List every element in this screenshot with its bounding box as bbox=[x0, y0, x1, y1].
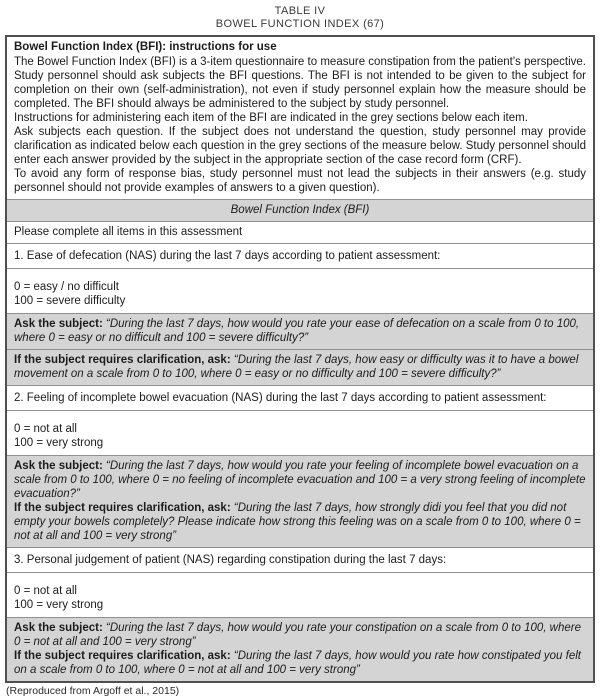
clarify-text: “During the last 7 days, how strongly didi you feel that you did not empty your bowels completely? Please indicate how strong this feeling was on a scale from 0 to 100, where 0 = not at all and 100 = very strong” bbox=[14, 502, 581, 542]
section-title-row: Bowel Function Index (BFI) bbox=[7, 199, 593, 221]
item3-anchor-low: 0 = not at all bbox=[14, 585, 77, 597]
item3-anchor-high: 100 = very strong bbox=[14, 599, 104, 611]
clarify-text: “During the last 7 days, how easy or difficulty was it to have a bowel movement on a scale from 0 to 100, where 0 = easy or no difficulty and 100 = severe difficulty?” bbox=[14, 354, 579, 380]
item2-anchors bbox=[7, 410, 593, 455]
clarify-instruction bbox=[14, 501, 586, 543]
ask-instruction bbox=[14, 621, 586, 649]
ask-label: Ask the subject: bbox=[14, 622, 103, 634]
ask-text: “During the last 7 days, how would you rate your feeling of incomplete bowel evacuation on a scale from 0 to 100, where 0 = no feeling of incomplete evacuation and 100 = a very strong feeling of incomplete evacuation?” bbox=[14, 460, 586, 500]
item1-anchor-low: 0 = easy / no difficult bbox=[14, 281, 119, 293]
item1-anchors bbox=[7, 268, 593, 313]
table-label: TABLE IV bbox=[274, 5, 326, 17]
instructions-paragraph-1: The Bowel Function Index (BFI) is a 3-item questionnaire to measure constipation from the patient's perspective. Study personnel should ask subjects the BFI questions. The BFI is not intended to be given to the subject for completion on their own (self-administration), not even if study personnel explain how the measure should be completed. The BFI should always be administered to the subject by study personnel. bbox=[14, 56, 586, 110]
clarify-text: “During the last 7 days, how would you rate how constipated you felt on a scale from 0 to 100, where 0 = not at all and 100 = very strong” bbox=[14, 650, 581, 676]
item3-anchors bbox=[7, 572, 593, 617]
item2-anchor-high: 100 = very strong bbox=[14, 437, 104, 449]
ask-instruction bbox=[14, 459, 586, 501]
instructions-cell bbox=[7, 37, 593, 199]
item2-instructions-row bbox=[7, 455, 593, 547]
item3-question: 3. Personal judgement of patient (NAS) regarding constipation during the last 7 days: bbox=[7, 547, 593, 572]
ask-instruction bbox=[14, 317, 586, 345]
ask-label: Ask the subject: bbox=[14, 460, 103, 472]
instructions-paragraph-4: To avoid any form of response bias, study personnel must not lead the subjects in their answers (e.g. study personnel should not provide examples of answers to a given question). bbox=[14, 168, 586, 194]
clarify-label: If the subject requires clarification, ask: bbox=[14, 650, 231, 662]
item2-question: 2. Feeling of incomplete bowel evacuation (NAS) during the last 7 days according to patient assessment: bbox=[7, 385, 593, 410]
item3-instructions-row bbox=[7, 617, 593, 681]
item1-question: 1. Ease of defecation (NAS) during the last 7 days according to patient assessment: bbox=[7, 243, 593, 268]
clarify-instruction bbox=[14, 649, 586, 677]
item2-anchor-low: 0 = not at all bbox=[14, 423, 77, 435]
clarify-instruction bbox=[14, 353, 586, 381]
instructions-paragraph-2: Instructions for administering each item of the BFI are indicated in the grey sections below each item. bbox=[14, 112, 528, 124]
instructions-heading: Bowel Function Index (BFI): instructions for use bbox=[14, 41, 277, 53]
ask-label: Ask the subject: bbox=[14, 318, 103, 330]
clarify-label: If the subject requires clarification, ask: bbox=[14, 354, 231, 366]
table-title: BOWEL FUNCTION INDEX (67) bbox=[215, 18, 385, 30]
ask-text: “During the last 7 days, how would you rate your ease of defecation on a scale from 0 to 100, where 0 = easy or no difficult and 100 = severe difficulty?” bbox=[14, 318, 580, 344]
item1-clarify-row bbox=[7, 349, 593, 385]
table-caption bbox=[5, 5, 595, 31]
ask-text: “During the last 7 days, how would you rate your constipation on a scale from 0 to 100, where 0 = not at all and 100 = very strong” bbox=[14, 622, 581, 648]
bfi-table bbox=[5, 35, 595, 683]
source-note: (Reproduced from Argoff et al., 2015) bbox=[6, 685, 180, 697]
item1-ask-row bbox=[7, 313, 593, 349]
instructions-paragraph-3: Ask subjects each question. If the subject does not understand the question, study personnel may provide clarification as indicated below each question in the grey sections of the measure below. Study personnel should enter each answer provided by the subject in the appropriate section of the case record form (CRF). bbox=[14, 126, 586, 166]
item1-anchor-high: 100 = severe difficulty bbox=[14, 295, 126, 307]
clarify-label: If the subject requires clarification, ask: bbox=[14, 502, 231, 514]
intro-row: Please complete all items in this assessment bbox=[7, 221, 593, 243]
